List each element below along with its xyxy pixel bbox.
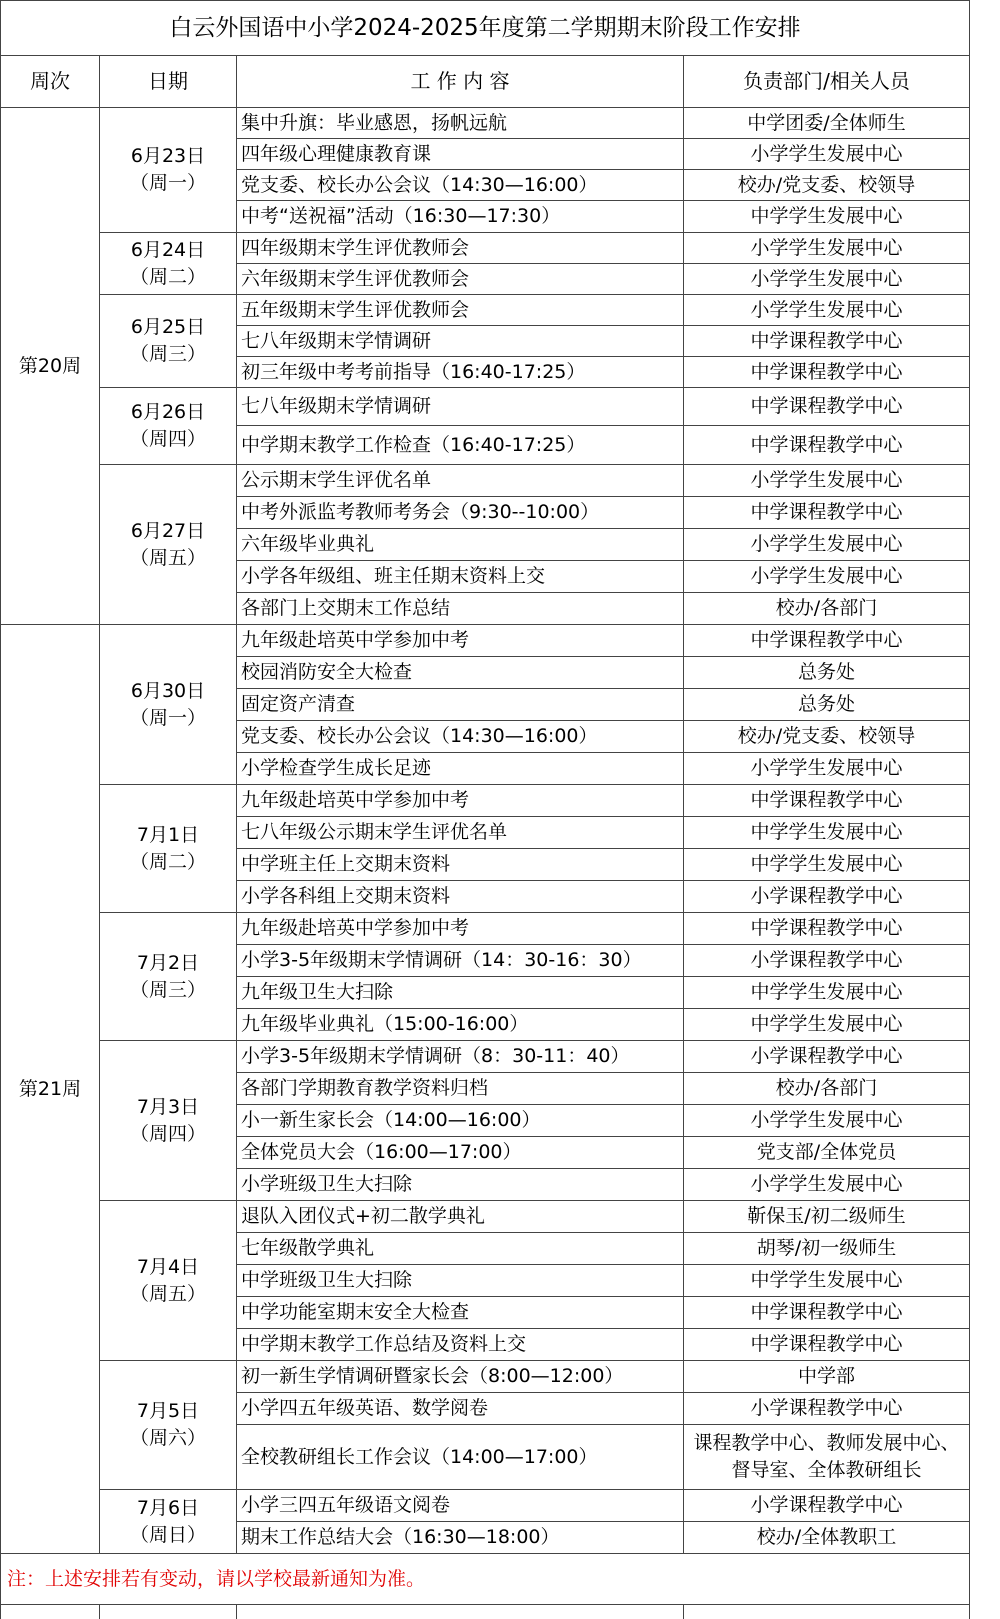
- blank-cell: [1, 1605, 100, 1619]
- task-cell: 小学三四五年级语文阅卷: [237, 1490, 684, 1522]
- table-row: [1, 388, 970, 426]
- dept-cell: 胡琴/初一级师生: [684, 1233, 970, 1265]
- weekday-label: （周二）: [104, 264, 232, 291]
- task-cell: 中考“送祝福”活动（16:30—17:30）: [237, 201, 684, 233]
- date-cell: [100, 1201, 237, 1361]
- dept-cell: 小学学生发展中心: [684, 1105, 970, 1137]
- week-cell: 第20周: [1, 108, 100, 625]
- blank-cell: [684, 1605, 970, 1619]
- date-label: 6月24日: [104, 237, 232, 264]
- table-row: [1, 1361, 970, 1393]
- task-cell: 七八年级期末学情调研: [237, 326, 684, 357]
- task-cell: 小学四五年级英语、数学阅卷: [237, 1393, 684, 1425]
- page-title: 白云外国语中小学2024-2025年度第二学期期末阶段工作安排: [1, 1, 970, 56]
- date-cell: [100, 913, 237, 1041]
- date-label: 7月5日: [104, 1398, 232, 1425]
- task-cell: 小学3-5年级期末学情调研（14：30-16：30）: [237, 945, 684, 977]
- task-cell: 党支委、校长办公会议（14:30—16:00）: [237, 170, 684, 201]
- dept-cell: 校办/全体教职工: [684, 1522, 970, 1554]
- table-row: [1, 1041, 970, 1073]
- task-cell: 中考外派监考教师考务会（9:30--10:00）: [237, 497, 684, 529]
- dept-cell: 总务处: [684, 689, 970, 721]
- dept-cell: 中学学生发展中心: [684, 201, 970, 233]
- date-label: 6月25日: [104, 314, 232, 341]
- dept-cell: 小学课程教学中心: [684, 1041, 970, 1073]
- table-row: [1, 295, 970, 326]
- dept-cell: 中学学生发展中心: [684, 849, 970, 881]
- task-cell: 四年级心理健康教育课: [237, 139, 684, 170]
- table-row: [1, 233, 970, 264]
- dept-cell: 总务处: [684, 657, 970, 689]
- date-label: 6月27日: [104, 518, 232, 545]
- task-cell: 各部门上交期末工作总结: [237, 593, 684, 625]
- dept-cell: 小学课程教学中心: [684, 945, 970, 977]
- task-cell: 九年级毕业典礼（15:00-16:00）: [237, 1009, 684, 1041]
- dept-cell: 小学学生发展中心: [684, 465, 970, 497]
- weekday-label: （周六）: [104, 1425, 232, 1452]
- date-label: 7月2日: [104, 950, 232, 977]
- task-cell: 中学班主任上交期末资料: [237, 849, 684, 881]
- weekday-label: （周一）: [104, 170, 232, 197]
- dept-cell: 校办/各部门: [684, 593, 970, 625]
- task-cell: 公示期末学生评优名单: [237, 465, 684, 497]
- header-row: [1, 56, 970, 108]
- dept-cell: 中学部: [684, 1361, 970, 1393]
- dept-cell: 中学学生发展中心: [684, 817, 970, 849]
- date-label: 6月30日: [104, 678, 232, 705]
- date-label: 7月3日: [104, 1094, 232, 1121]
- date-cell: [100, 1361, 237, 1490]
- dept-cell: 中学课程教学中心: [684, 1297, 970, 1329]
- date-cell: [100, 625, 237, 785]
- dept-cell: 小学学生发展中心: [684, 1169, 970, 1201]
- weekday-label: （周三）: [104, 341, 232, 368]
- date-cell: [100, 295, 237, 388]
- task-cell: 校园消防安全大检查: [237, 657, 684, 689]
- dept-cell: 中学课程教学中心: [684, 1329, 970, 1361]
- date-label: 7月6日: [104, 1495, 232, 1522]
- dept-cell: 小学学生发展中心: [684, 295, 970, 326]
- task-cell: 全校教研组长工作会议（14:00—17:00）: [237, 1425, 684, 1490]
- date-cell: [100, 785, 237, 913]
- dept-cell: 课程教学中心、教师发展中心、督导室、全体教研组长: [684, 1425, 970, 1490]
- task-cell: 集中升旗：毕业感恩，扬帆远航: [237, 108, 684, 139]
- header-dept: 负责部门/相关人员: [684, 56, 970, 108]
- task-cell: 九年级赴培英中学参加中考: [237, 625, 684, 657]
- dept-cell: 中学课程教学中心: [684, 388, 970, 426]
- date-label: 7月4日: [104, 1254, 232, 1281]
- task-cell: 小学检查学生成长足迹: [237, 753, 684, 785]
- weekday-label: （周四）: [104, 1121, 232, 1148]
- task-cell: 九年级赴培英中学参加中考: [237, 913, 684, 945]
- dept-cell: 小学学生发展中心: [684, 529, 970, 561]
- dept-cell: 党支部/全体党员: [684, 1137, 970, 1169]
- task-cell: 小学班级卫生大扫除: [237, 1169, 684, 1201]
- dept-cell: 小学学生发展中心: [684, 139, 970, 170]
- footnote: 注：上述安排若有变动，请以学校最新通知为准。: [1, 1554, 970, 1605]
- dept-cell: 靳保玉/初二级师生: [684, 1201, 970, 1233]
- dept-cell: 校办/党支委、校领导: [684, 721, 970, 753]
- date-cell: [100, 108, 237, 233]
- dept-cell: 小学课程教学中心: [684, 881, 970, 913]
- dept-cell: 小学课程教学中心: [684, 1490, 970, 1522]
- task-cell: 小一新生家长会（14:00—16:00）: [237, 1105, 684, 1137]
- dept-cell: 小学学生发展中心: [684, 753, 970, 785]
- dept-cell: 校办/党支委、校领导: [684, 170, 970, 201]
- dept-cell: 小学学生发展中心: [684, 233, 970, 264]
- table-row: [1, 625, 970, 657]
- task-cell: 七八年级公示期末学生评优名单: [237, 817, 684, 849]
- blank-cell: [100, 1605, 237, 1619]
- task-cell: 初三年级中考考前指导（16:40-17:25）: [237, 357, 684, 388]
- task-cell: 小学各科组上交期末资料: [237, 881, 684, 913]
- task-cell: 九年级赴培英中学参加中考: [237, 785, 684, 817]
- task-cell: 七八年级期末学情调研: [237, 388, 684, 426]
- date-cell: [100, 388, 237, 465]
- date-label: 6月23日: [104, 143, 232, 170]
- dept-cell: 中学课程教学中心: [684, 326, 970, 357]
- date-cell: [100, 1041, 237, 1201]
- weekday-label: （周五）: [104, 545, 232, 572]
- task-cell: 中学期末教学工作总结及资料上交: [237, 1329, 684, 1361]
- task-cell: 全体党员大会（16:00—17:00）: [237, 1137, 684, 1169]
- dept-cell: 中学课程教学中心: [684, 625, 970, 657]
- table-row: [1, 785, 970, 817]
- task-cell: 初一新生学情调研暨家长会（8:00—12:00）: [237, 1361, 684, 1393]
- weekday-label: （周四）: [104, 426, 232, 453]
- table-row: [1, 465, 970, 497]
- table-row: [1, 108, 970, 139]
- dept-cell: 小学学生发展中心: [684, 561, 970, 593]
- date-cell: [100, 233, 237, 295]
- blank-row: [1, 1605, 970, 1619]
- task-cell: 退队入团仪式+初二散学典礼: [237, 1201, 684, 1233]
- blank-cell: [237, 1605, 684, 1619]
- title-row: [1, 1, 970, 56]
- task-cell: 期末工作总结大会（16:30—18:00）: [237, 1522, 684, 1554]
- date-label: 6月26日: [104, 399, 232, 426]
- date-label: 7月1日: [104, 822, 232, 849]
- header-week: 周次: [1, 56, 100, 108]
- task-cell: 中学期末教学工作检查（16:40-17:25）: [237, 426, 684, 465]
- task-cell: 小学各年级组、班主任期末资料上交: [237, 561, 684, 593]
- dept-cell: 校办/各部门: [684, 1073, 970, 1105]
- table-row: [1, 1201, 970, 1233]
- dept-cell: 中学学生发展中心: [684, 1265, 970, 1297]
- dept-cell: 中学课程教学中心: [684, 426, 970, 465]
- dept-cell: 中学团委/全体师生: [684, 108, 970, 139]
- task-cell: 六年级毕业典礼: [237, 529, 684, 561]
- task-cell: 九年级卫生大扫除: [237, 977, 684, 1009]
- task-cell: 四年级期末学生评优教师会: [237, 233, 684, 264]
- table-row: [1, 1490, 970, 1522]
- dept-cell: 中学课程教学中心: [684, 785, 970, 817]
- dept-cell: 小学课程教学中心: [684, 1393, 970, 1425]
- task-cell: 中学功能室期末安全大检查: [237, 1297, 684, 1329]
- date-cell: [100, 465, 237, 625]
- header-content: 工 作 内 容: [237, 56, 684, 108]
- dept-cell: 中学学生发展中心: [684, 1009, 970, 1041]
- task-cell: 各部门学期教育教学资料归档: [237, 1073, 684, 1105]
- dept-cell: 中学课程教学中心: [684, 357, 970, 388]
- dept-cell: 中学课程教学中心: [684, 497, 970, 529]
- header-date: 日期: [100, 56, 237, 108]
- dept-cell: 中学学生发展中心: [684, 977, 970, 1009]
- table-row: [1, 913, 970, 945]
- dept-cell: 中学课程教学中心: [684, 913, 970, 945]
- weekday-label: （周五）: [104, 1281, 232, 1308]
- task-cell: 六年级期末学生评优教师会: [237, 264, 684, 295]
- task-cell: 五年级期末学生评优教师会: [237, 295, 684, 326]
- dept-cell: 小学学生发展中心: [684, 264, 970, 295]
- task-cell: 七年级散学典礼: [237, 1233, 684, 1265]
- task-cell: 固定资产清查: [237, 689, 684, 721]
- weekday-label: （周日）: [104, 1522, 232, 1549]
- task-cell: 党支委、校长办公会议（14:30—16:00）: [237, 721, 684, 753]
- task-cell: 小学3-5年级期末学情调研（8：30-11：40）: [237, 1041, 684, 1073]
- weekday-label: （周三）: [104, 977, 232, 1004]
- task-cell: 中学班级卫生大扫除: [237, 1265, 684, 1297]
- weekday-label: （周二）: [104, 849, 232, 876]
- date-cell: [100, 1490, 237, 1554]
- week-cell: 第21周: [1, 625, 100, 1554]
- note-row: [1, 1554, 970, 1605]
- weekday-label: （周一）: [104, 705, 232, 732]
